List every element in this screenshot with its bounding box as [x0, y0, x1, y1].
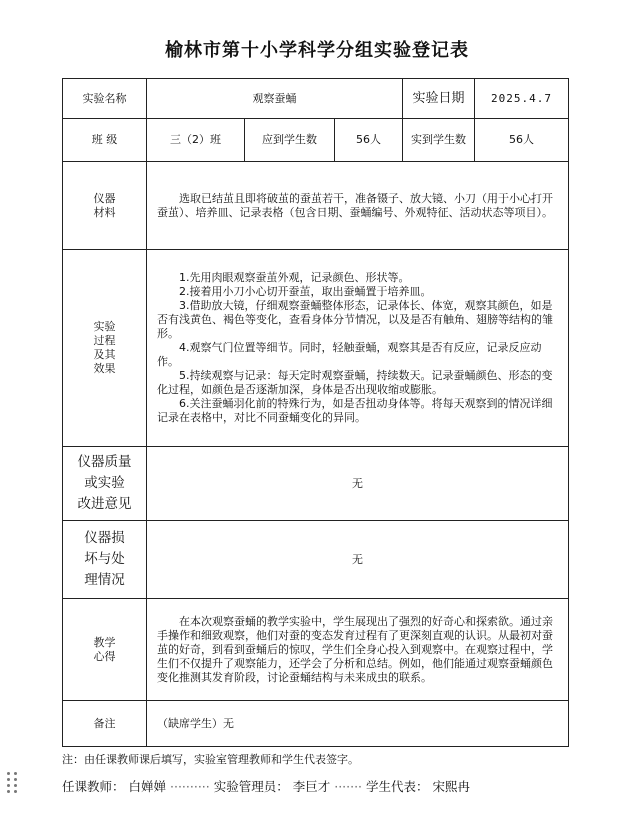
damage-value[interactable]: 无 — [147, 521, 569, 599]
quality-label-line: 改进意见 — [77, 496, 132, 512]
teacher-signature[interactable]: 白婵婵 — [128, 779, 167, 794]
teaching-text-cell[interactable] — [147, 599, 569, 701]
teaching-label — [63, 599, 147, 701]
process-label-line: 效果 — [93, 362, 116, 375]
damage-label-line: 仪器损 — [84, 530, 125, 546]
damage-label-line: 坏与处 — [84, 551, 125, 567]
row-process — [63, 250, 569, 447]
expected-students-label: 应到学生数 — [245, 119, 335, 162]
process-step: 4.观察气门位置等细节。同时，轻触蚕蛹，观察其是否有反应，记录反应动作。 — [157, 341, 542, 368]
student-rep-label: 学生代表： — [366, 779, 429, 794]
class-value[interactable]: 三（2）班 — [147, 119, 245, 162]
signature-line — [62, 777, 470, 795]
page-title: 榆林市第十小学科学分组实验登记表 — [165, 40, 469, 61]
equipment-label-line: 仪器 — [93, 191, 116, 205]
student-rep-signature[interactable]: 宋熙冉 — [432, 779, 471, 794]
experiment-record-table — [62, 78, 569, 747]
expected-students-value[interactable]: 56人 — [335, 119, 403, 162]
row-teaching — [63, 599, 569, 701]
quality-label — [63, 447, 147, 521]
equipment-text: 选取已结茧且即将破茧的蚕茧若干，准备镊子、放大镜、小刀（用于小心打开蚕茧）、培养皿、记录表格（包含日期、蚕蛹编号、外观特征、活动状态等项目）。 — [157, 191, 553, 219]
process-label-line: 及其 — [93, 348, 116, 361]
class-label: 班 级 — [63, 119, 147, 162]
process-step: 5.持续观察与记录：每天定时观察蚕蛹，持续数天。记录蚕蛹颜色、形态的变化过程，如颜色是否逐渐加深，身体是否出现收缩或膨胀。 — [157, 369, 553, 396]
process-step: 3.借助放大镜，仔细观察蚕蛹整体形态，记录体长、体宽，观察其颜色，如是否有浅黄色、褐色等变化，查看身体分节情况，以及是否有触角、翅膀等结构的雏形。 — [157, 299, 553, 340]
process-text-cell[interactable] — [147, 250, 569, 447]
quality-label-line: 仪器质量 — [77, 454, 132, 470]
actual-students-value[interactable]: 56人 — [475, 119, 569, 162]
row-equipment — [63, 162, 569, 250]
date-value[interactable]: 2025.4.7 — [475, 79, 569, 119]
teaching-label-line: 心得 — [93, 649, 116, 663]
equipment-text-cell[interactable] — [147, 162, 569, 250]
damage-label — [63, 521, 147, 599]
experiment-name-label: 实验名称 — [63, 79, 147, 119]
process-step: 2.接着用小刀小心切开蚕茧，取出蚕蛹置于培养皿。 — [179, 285, 432, 298]
remark-value[interactable]: （缺席学生）无 — [147, 701, 569, 747]
footer-note: 注：由任课教师课后填写，实验室管理教师和学生代表签字。 — [62, 753, 359, 766]
quality-value[interactable]: 无 — [147, 447, 569, 521]
leader-dots: ·········· — [170, 779, 210, 794]
equipment-label-line: 材料 — [93, 205, 116, 219]
equipment-label — [63, 162, 147, 250]
process-step: 1.先用肉眼观察蚕茧外观，记录颜色、形状等。 — [179, 271, 410, 284]
process-step: 6.关注蚕蛹羽化前的特殊行为，如是否扭动身体等。将每天观察到的情况详细记录在表格中，对比不同蚕蛹变化的异同。 — [157, 397, 553, 424]
teaching-label-line: 教学 — [93, 635, 116, 649]
row-experiment-name — [63, 79, 569, 119]
process-label-line: 实验 — [93, 320, 116, 333]
lab-manager-signature[interactable]: 李巨才 — [292, 779, 331, 794]
row-class — [63, 119, 569, 162]
row-remark — [63, 701, 569, 747]
teacher-signature-label: 任课教师： — [62, 779, 125, 794]
process-label-line: 过程 — [93, 334, 116, 347]
lab-manager-label: 实验管理员： — [213, 779, 289, 794]
remark-label: 备注 — [63, 701, 147, 747]
date-label: 实验日期 — [403, 79, 475, 119]
quality-label-line: 或实验 — [84, 475, 125, 491]
row-quality — [63, 447, 569, 521]
damage-label-line: 理情况 — [84, 572, 125, 588]
row-damage — [63, 521, 569, 599]
teaching-text: 在本次观察蚕蛹的教学实验中，学生展现出了强烈的好奇心和探索欲。通过亲手操作和细致观察，他们对蚕的变态发育过程有了更深刻直观的认识。从最初对蚕茧的好奇，到看到蚕蛹后的惊叹，学生们全身心投入到观察中。在观察过程中，学生们不仅提升了观察能力，还学会了分析和总结。例如，他们能通过观察蚕蛹颜色变化推测其发育阶段，讨论蚕蛹结构与未来成虫的联系。 — [157, 614, 553, 684]
actual-students-label: 实到学生数 — [403, 119, 475, 162]
drag-handle-icon[interactable] — [7, 772, 21, 794]
experiment-name-value[interactable]: 观察蚕蛹 — [147, 79, 403, 119]
leader-dots: ······· — [334, 779, 363, 794]
process-label — [63, 250, 147, 447]
